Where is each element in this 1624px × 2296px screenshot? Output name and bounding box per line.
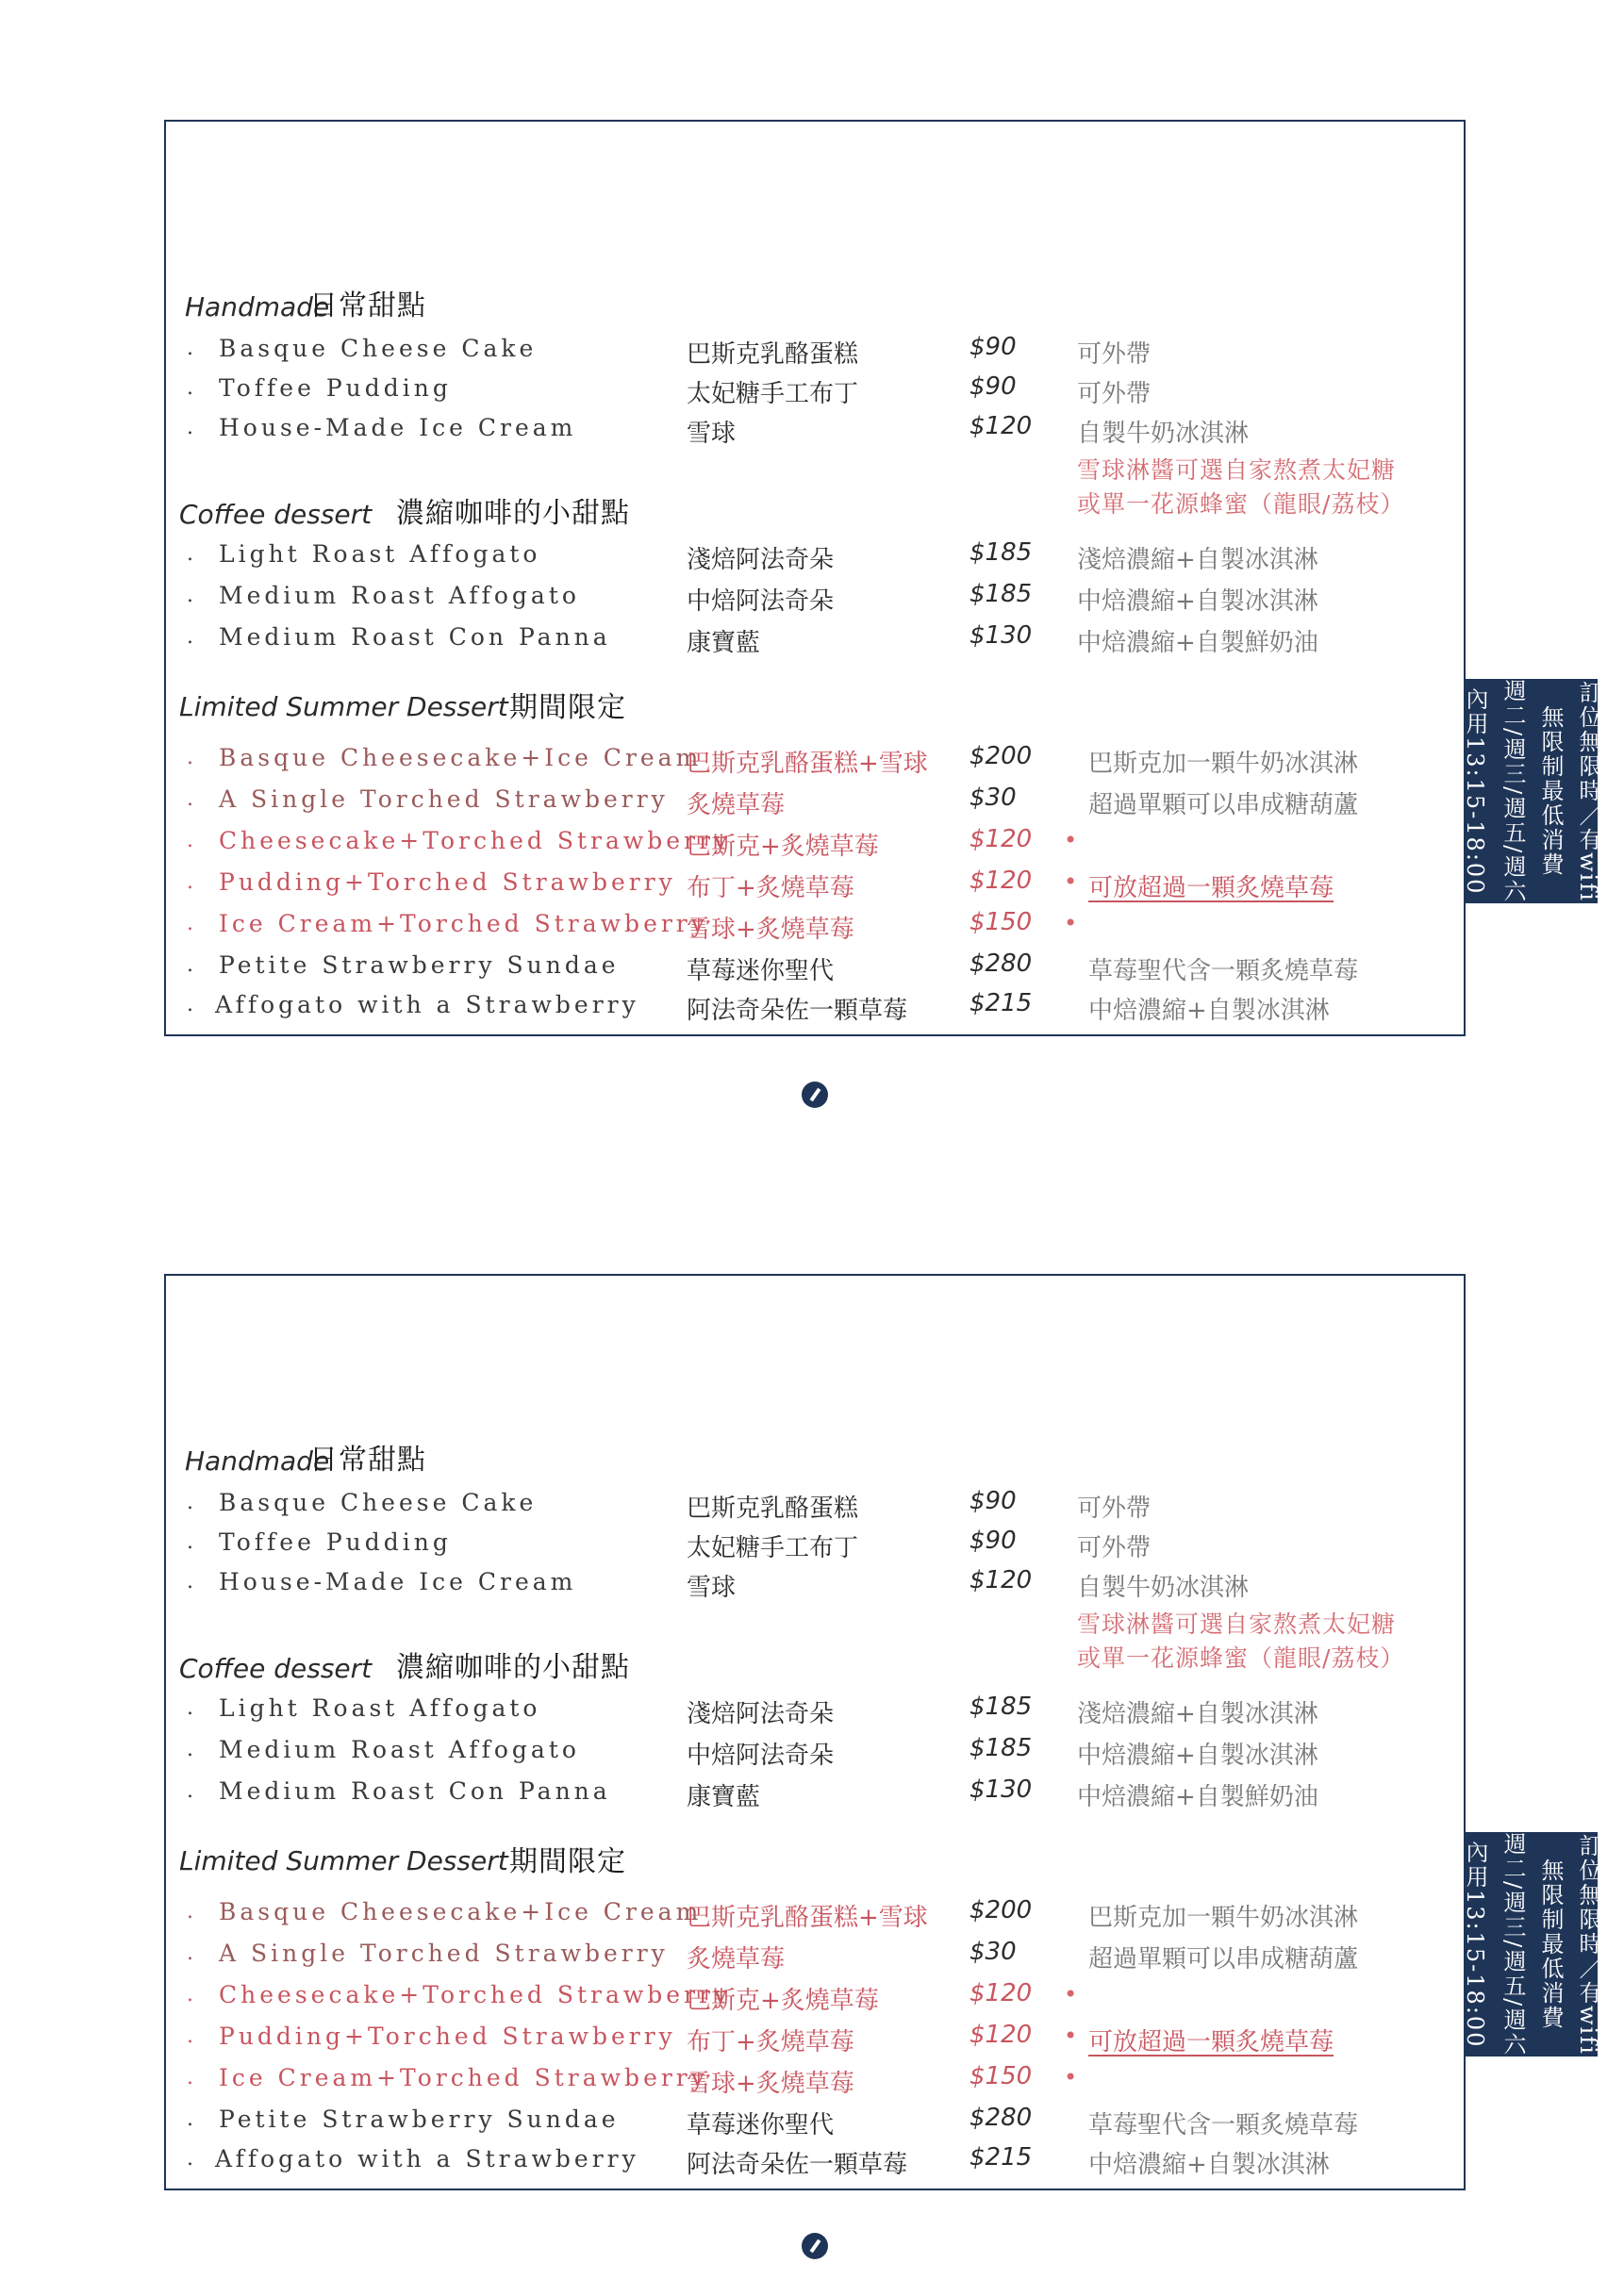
item-note: 可外帶: [1077, 1534, 1152, 1562]
info-line: 週二/週三/週五/週六: [1500, 678, 1526, 904]
item-name-en: Affogato with a Strawberry: [215, 991, 639, 1018]
section-title-coffee: Coffee dessert: [179, 499, 373, 530]
menu-item: . Basque Cheesecake+Ice Cream 巴斯克乳酪蛋糕+雪球 $200 巴斯克加一顆牛奶冰淇淋: [187, 742, 1359, 778]
menu-item: . Medium Roast Con Panna 康寶藍 $130 中焙濃縮+自製鮮奶油: [187, 621, 1318, 657]
brand-logo-icon: [802, 2233, 828, 2259]
item-name-en: A Single Torched Strawberry: [219, 785, 669, 813]
item-price: $150: [969, 2062, 1033, 2090]
item-name-en: Affogato with a Strawberry: [215, 2145, 639, 2172]
menu-item: . House-Made Ice Cream 雪球 $120 自製牛奶冰淇淋: [187, 412, 1250, 448]
item-price: $200: [969, 1896, 1033, 1924]
item-name-zh: 布丁+炙燒草莓: [687, 2028, 854, 2056]
section-title-handmade-zh: 日常甜點: [309, 289, 426, 322]
item-price: $185: [969, 538, 1033, 567]
info-line: 無限制最低消費: [1537, 1858, 1564, 2030]
info-tab: [1462, 678, 1601, 904]
section-title-coffee: Coffee dessert: [179, 1653, 373, 1684]
item-name-en: Medium Roast Con Panna: [219, 1777, 611, 1805]
menu-item: . Pudding+Torched Strawberry 布丁+炙燒草莓 $120 • 可放超過一顆炙燒草莓: [187, 867, 1334, 902]
info-tab: [1462, 1831, 1601, 2057]
bullet-dot: •: [1064, 2023, 1078, 2049]
menu-item: . Cheesecake+Torched Strawberry 巴斯克+炙燒草莓 $120 •: [187, 1979, 1078, 2015]
section-title-summer: Limited Summer Dessert: [179, 1845, 508, 1876]
info-line: 訂位無限時／有wifi: [1575, 680, 1601, 902]
menu-item: . House-Made Ice Cream 雪球 $120 自製牛奶冰淇淋: [187, 1566, 1250, 1602]
item-note: 巴斯克加一顆牛奶冰淇淋: [1088, 750, 1359, 778]
item-name-zh: 淺焙阿法奇朵: [687, 546, 835, 574]
item-name-zh: 雪球+炙燒草莓: [687, 2070, 854, 2098]
menu-card-bottom: [164, 1274, 1466, 2190]
item-name-en: House-Made Ice Cream: [219, 414, 577, 441]
section-title-handmade-zh: 日常甜點: [309, 1444, 426, 1477]
info-line: 週二/週三/週五/週六: [1500, 1831, 1526, 2057]
item-name-en: Basque Cheese Cake: [219, 335, 538, 362]
item-name-en: Light Roast Affogato: [219, 540, 541, 568]
item-note: 淺焙濃縮+自製冰淇淋: [1077, 546, 1318, 574]
item-name-en: Basque Cheese Cake: [219, 1489, 538, 1516]
item-price: $280: [969, 2104, 1033, 2132]
item-name-en: Medium Roast Affogato: [219, 1736, 580, 1763]
menu-item: . Medium Roast Affogato 中焙阿法奇朵 $185 中焙濃縮+自製冰淇淋: [187, 580, 1318, 616]
menu-item: . Basque Cheesecake+Ice Cream 巴斯克乳酪蛋糕+雪球 $200 巴斯克加一顆牛奶冰淇淋: [187, 1896, 1359, 1932]
menu-item: . Affogato with a Strawberry 阿法奇朵佐一顆草莓 $215 中焙濃縮+自製冰淇淋: [187, 989, 1330, 1025]
item-note: 巴斯克加一顆牛奶冰淇淋: [1088, 1904, 1359, 1932]
item-name-zh: 淺焙阿法奇朵: [687, 1700, 835, 1728]
menu-item: . Ice Cream+Torched Strawberry 雪球+炙燒草莓 $150 •: [187, 908, 1078, 944]
item-name-en: Ice Cream+Torched Strawberry: [219, 2064, 708, 2091]
item-name-zh: 巴斯克乳酪蛋糕+雪球: [687, 1904, 928, 1932]
info-line: 內用13:15-18:00: [1462, 686, 1488, 896]
brand-logo-icon: [802, 1082, 828, 1108]
handwritten-note: 雪球淋醬可選自家熬煮太妃糖: [1077, 1611, 1397, 1638]
section-title-handmade: Handmade: [185, 291, 330, 322]
menu-item: . Medium Roast Con Panna 康寶藍 $130 中焙濃縮+自製鮮奶油: [187, 1776, 1318, 1811]
menu-item: . Pudding+Torched Strawberry 布丁+炙燒草莓 $120 • 可放超過一顆炙燒草莓: [187, 2021, 1334, 2056]
bullet-dot: •: [1064, 1981, 1078, 2007]
item-price: $90: [969, 333, 1017, 361]
item-name-en: Pudding+Torched Strawberry: [219, 2023, 676, 2050]
item-price: $200: [969, 742, 1033, 770]
item-name-zh: 巴斯克+炙燒草莓: [687, 833, 879, 861]
menu-card-top: [164, 120, 1466, 1036]
bullet-dot: •: [1064, 827, 1078, 853]
item-name-zh: 雪球: [687, 1574, 737, 1602]
menu-item: . A Single Torched Strawberry 炙燒草莓 $30 超過單顆可以串成糖葫蘆: [187, 1938, 1359, 1974]
section-title-summer-zh: 期間限定: [509, 691, 626, 724]
item-price: $90: [969, 372, 1017, 401]
item-name-zh: 太妃糖手工布丁: [687, 1534, 859, 1562]
item-name-en: Ice Cream+Torched Strawberry: [219, 910, 708, 937]
bullet-dot: •: [1064, 910, 1078, 936]
handwritten-note: 或單一花源蜂蜜（龍眼/荔枝）: [1077, 1644, 1405, 1672]
item-price: $120: [969, 825, 1033, 853]
item-name-zh: 太妃糖手工布丁: [687, 380, 859, 408]
item-note: 可外帶: [1077, 380, 1152, 408]
item-name-zh: 中焙阿法奇朵: [687, 587, 835, 616]
section-title-coffee-zh: 濃縮咖啡的小甜點: [396, 497, 630, 530]
menu-item: . Petite Strawberry Sundae 草莓迷你聖代 $280 草莓聖代含一顆炙燒草莓: [187, 2104, 1359, 2139]
info-line: 訂位無限時／有wifi: [1575, 1833, 1601, 2056]
menu-item: . A Single Torched Strawberry 炙燒草莓 $30 超過單顆可以串成糖葫蘆: [187, 784, 1359, 819]
item-note: 超過單顆可以串成糖葫蘆: [1088, 791, 1359, 819]
item-note: 自製牛奶冰淇淋: [1077, 420, 1250, 448]
item-note: 超過單顆可以串成糖葫蘆: [1088, 1945, 1359, 1974]
item-name-en: Basque Cheesecake+Ice Cream: [219, 744, 703, 771]
item-name-en: A Single Torched Strawberry: [219, 1940, 669, 1967]
item-price: $90: [969, 1487, 1017, 1515]
item-name-zh: 阿法奇朵佐一顆草莓: [687, 2151, 908, 2179]
section-title-summer-zh: 期間限定: [509, 1845, 626, 1878]
item-price: $280: [969, 950, 1033, 978]
item-note: 可外帶: [1077, 1495, 1152, 1523]
item-name-zh: 雪球+炙燒草莓: [687, 916, 854, 944]
item-name-en: Light Roast Affogato: [219, 1694, 541, 1722]
item-price: $120: [969, 1566, 1033, 1594]
item-name-en: Cheesecake+Torched Strawberry: [219, 827, 732, 854]
item-name-zh: 雪球: [687, 420, 737, 448]
menu-item: . Light Roast Affogato 淺焙阿法奇朵 $185 淺焙濃縮+自製冰淇淋: [187, 1693, 1318, 1728]
item-name-en: House-Made Ice Cream: [219, 1568, 577, 1595]
item-name-zh: 布丁+炙燒草莓: [687, 874, 854, 902]
item-note: 可放超過一顆炙燒草莓: [1088, 874, 1334, 902]
section-title-coffee-zh: 濃縮咖啡的小甜點: [396, 1651, 630, 1684]
menu-item: . Petite Strawberry Sundae 草莓迷你聖代 $280 草莓聖代含一顆炙燒草莓: [187, 950, 1359, 985]
item-price: $185: [969, 580, 1033, 608]
item-name-zh: 巴斯克乳酪蛋糕: [687, 340, 859, 369]
menu-item: . Cheesecake+Torched Strawberry 巴斯克+炙燒草莓 $120 •: [187, 825, 1078, 861]
item-price: $215: [969, 989, 1033, 1017]
menu-item: . Light Roast Affogato 淺焙阿法奇朵 $185 淺焙濃縮+自製冰淇淋: [187, 538, 1318, 574]
item-note: 可放超過一顆炙燒草莓: [1088, 2028, 1334, 2056]
item-name-zh: 康寶藍: [687, 629, 761, 657]
info-line: 無限制最低消費: [1537, 705, 1564, 877]
menu-item: . Ice Cream+Torched Strawberry 雪球+炙燒草莓 $150 •: [187, 2062, 1078, 2098]
item-note: 中焙濃縮+自製鮮奶油: [1077, 1783, 1318, 1811]
item-note: 淺焙濃縮+自製冰淇淋: [1077, 1700, 1318, 1728]
item-name-zh: 中焙阿法奇朵: [687, 1742, 835, 1770]
menu-item: . Affogato with a Strawberry 阿法奇朵佐一顆草莓 $215 中焙濃縮+自製冰淇淋: [187, 2143, 1330, 2179]
item-note: 中焙濃縮+自製鮮奶油: [1077, 629, 1318, 657]
item-name-en: Basque Cheesecake+Ice Cream: [219, 1898, 703, 1925]
item-note: 中焙濃縮+自製冰淇淋: [1088, 2151, 1330, 2179]
item-note: 草莓聖代含一顆炙燒草莓: [1088, 957, 1359, 985]
handwritten-note: 雪球淋醬可選自家熬煮太妃糖: [1077, 456, 1397, 484]
item-price: $30: [969, 784, 1017, 812]
item-name-en: Toffee Pudding: [219, 374, 452, 402]
item-note: 可外帶: [1077, 340, 1152, 369]
item-name-zh: 巴斯克乳酪蛋糕+雪球: [687, 750, 928, 778]
item-price: $130: [969, 621, 1033, 650]
menu-item: . Medium Roast Affogato 中焙阿法奇朵 $185 中焙濃縮+自製冰淇淋: [187, 1734, 1318, 1770]
item-price: $150: [969, 908, 1033, 936]
item-name-en: Petite Strawberry Sundae: [219, 2106, 620, 2133]
bullet-dot: •: [1064, 2064, 1078, 2090]
item-price: $120: [969, 867, 1033, 895]
item-name-zh: 草莓迷你聖代: [687, 2111, 835, 2139]
item-name-zh: 炙燒草莓: [687, 1945, 786, 1974]
item-price: $90: [969, 1527, 1017, 1555]
item-note: 中焙濃縮+自製冰淇淋: [1088, 997, 1330, 1025]
item-price: $120: [969, 412, 1033, 440]
item-note: 自製牛奶冰淇淋: [1077, 1574, 1250, 1602]
menu-item: . Toffee Pudding 太妃糖手工布丁 $90 可外帶: [187, 372, 1152, 408]
item-name-en: Toffee Pudding: [219, 1528, 452, 1556]
item-price: $130: [969, 1776, 1033, 1804]
item-price: $215: [969, 2143, 1033, 2172]
menu-item: . Basque Cheese Cake 巴斯克乳酪蛋糕 $90 可外帶: [187, 333, 1152, 369]
item-price: $120: [969, 1979, 1033, 2007]
item-name-en: Petite Strawberry Sundae: [219, 951, 620, 979]
item-name-zh: 炙燒草莓: [687, 791, 786, 819]
menu-item: . Basque Cheese Cake 巴斯克乳酪蛋糕 $90 可外帶: [187, 1487, 1152, 1523]
item-note: 中焙濃縮+自製冰淇淋: [1077, 587, 1318, 616]
item-name-zh: 巴斯克+炙燒草莓: [687, 1987, 879, 2015]
item-price: $185: [969, 1693, 1033, 1721]
item-name-zh: 康寶藍: [687, 1783, 761, 1811]
item-note: 中焙濃縮+自製冰淇淋: [1077, 1742, 1318, 1770]
item-price: $30: [969, 1938, 1017, 1966]
item-name-en: Medium Roast Affogato: [219, 582, 580, 609]
section-title-summer: Limited Summer Dessert: [179, 691, 508, 722]
item-name-en: Medium Roast Con Panna: [219, 623, 611, 651]
item-name-en: Pudding+Torched Strawberry: [219, 868, 676, 896]
item-price: $120: [969, 2021, 1033, 2049]
info-line: 內用13:15-18:00: [1462, 1840, 1488, 2049]
item-name-zh: 巴斯克乳酪蛋糕: [687, 1495, 859, 1523]
handwritten-note: 或單一花源蜂蜜（龍眼/荔枝）: [1077, 490, 1405, 518]
section-title-handmade: Handmade: [185, 1445, 330, 1477]
bullet-dot: •: [1064, 868, 1078, 895]
item-name-zh: 草莓迷你聖代: [687, 957, 835, 985]
item-note: 草莓聖代含一顆炙燒草莓: [1088, 2111, 1359, 2139]
menu-item: . Toffee Pudding 太妃糖手工布丁 $90 可外帶: [187, 1527, 1152, 1562]
item-name-zh: 阿法奇朵佐一顆草莓: [687, 997, 908, 1025]
item-name-en: Cheesecake+Torched Strawberry: [219, 1981, 732, 2008]
item-price: $185: [969, 1734, 1033, 1762]
